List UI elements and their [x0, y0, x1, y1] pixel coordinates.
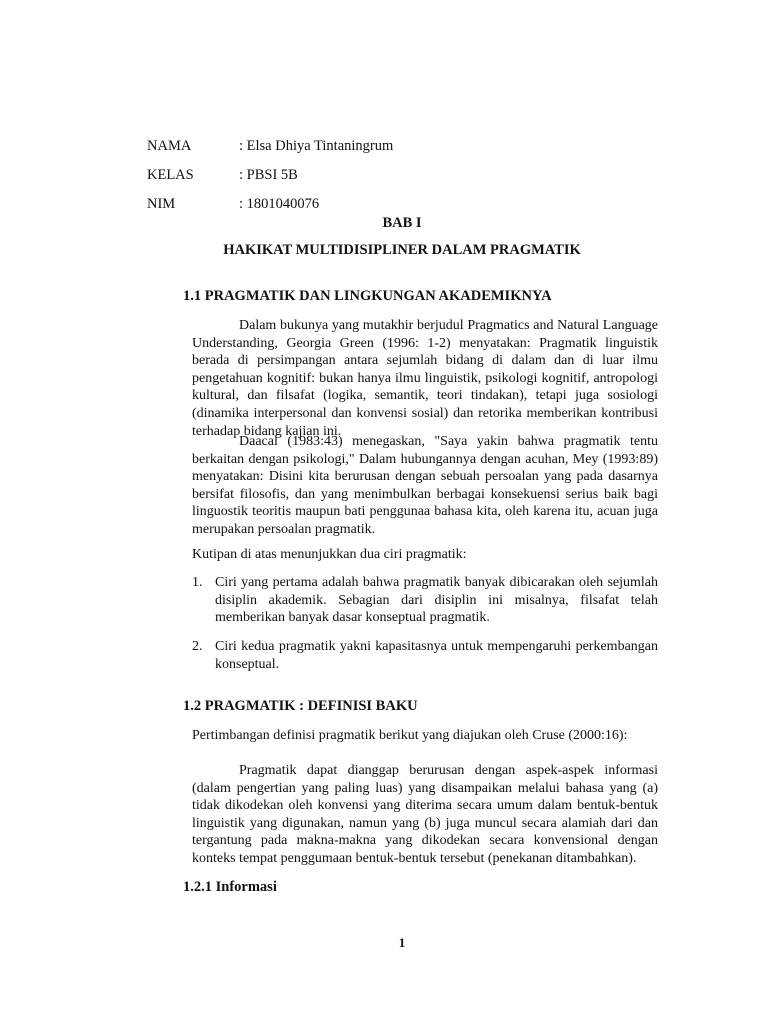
- name-value: : Elsa Dhiya Tintaningrum: [239, 138, 394, 154]
- chapter-title: HAKIKAT MULTIDISIPLINER DALAM PRAGMATIK: [223, 242, 581, 258]
- list-text: Ciri yang pertama adalah bahwa pragmatik banyak dibicarakan oleh sejumlah disiplin akademik. Sebagian dari disiplin ini misalnya, filsafat telah memberikan banyak dasar konseptual pragmatik.: [215, 575, 658, 626]
- page-number: 1: [398, 935, 406, 950]
- class-label: KELAS: [147, 167, 194, 183]
- chapter-label: BAB I: [382, 215, 422, 231]
- cruse-intro: Pertimbangan definisi pragmatik berikut yang diajukan oleh Cruse (2000:16):: [192, 728, 628, 743]
- list-intro: Kutipan di atas menunjukkan dua ciri pragmatik:: [192, 547, 467, 562]
- section-heading-1-2: 1.2 PRAGMATIK : DEFINISI BAKU: [183, 698, 418, 714]
- quote-daacal-mey: Daacal (1983:43) menegaskan, "Saya yakin bahwa pragmatik tentu berkaitan dengan psikologi," Dalam hubungannya dengan acuhan, Mey (1993:89) menyatakan: Disini kita berurusan dengan sebuah persoalan yang pada dasarnya bersifat filosofis, dan yang menimbulkan berbagai konsekuensi serius baik bagi linguostik teoritis maupun bati penggunaa bahasa kita, oleh karena itu, acuan juga merupakan persoalan pragmatik.: [192, 434, 658, 537]
- class-value: : PBSI 5B: [239, 167, 298, 183]
- quote-green: Dalam bukunya yang mutakhir berjudul Pragmatics and Natural Language Understanding, Georgia Green (1996: 1-2) menyatakan: Pragmatik linguistik berada di persimpangan antara sejumlah bidang di dalam dan di luar ilmu pengetahuan kognitif: bukan hanya ilmu linguistik, psikologi kognitif, antropologi kultural, dan filsafat (logika, semantik, teori tindakan), tetapi juga sosiologi (dinamika interpersonal dan konvensi sosial) dan retorika memberikan kontribusi terhadap bidang kajian ini.: [192, 318, 658, 439]
- list-text: Ciri kedua pragmatik yakni kapasitasnya untuk mempengaruhi perkembangan konseptual.: [215, 639, 658, 672]
- name-label: NAMA: [147, 138, 192, 154]
- subsection-heading-1-2-1: 1.2.1 Informasi: [183, 879, 277, 895]
- nim-value: : 1801040076: [239, 196, 320, 212]
- section-heading-1-1: 1.1 PRAGMATIK DAN LINGKUNGAN AKADEMIKNYA: [183, 288, 552, 304]
- nim-label: NIM: [147, 196, 176, 212]
- quote-cruse: Pragmatik dapat dianggap berurusan dengan aspek-aspek informasi (dalam pengertian yang paling luas) yang disampaikan melalui bahasa yang (a) tidak dikodekan oleh konvensi yang diterima secara umum dalam bentuk-bentuk linguistik yang digunakan, namun yang (b) juga muncul secara alamiah dari dan tergantung pada makna-makna yang dikodekan secara konvensional dengan konteks tempat penggumaan bentuk-bentuk tersebut (penekanan ditambahkan).: [192, 763, 658, 866]
- list-number: 2.: [192, 639, 203, 654]
- list-number: 1.: [192, 575, 203, 590]
